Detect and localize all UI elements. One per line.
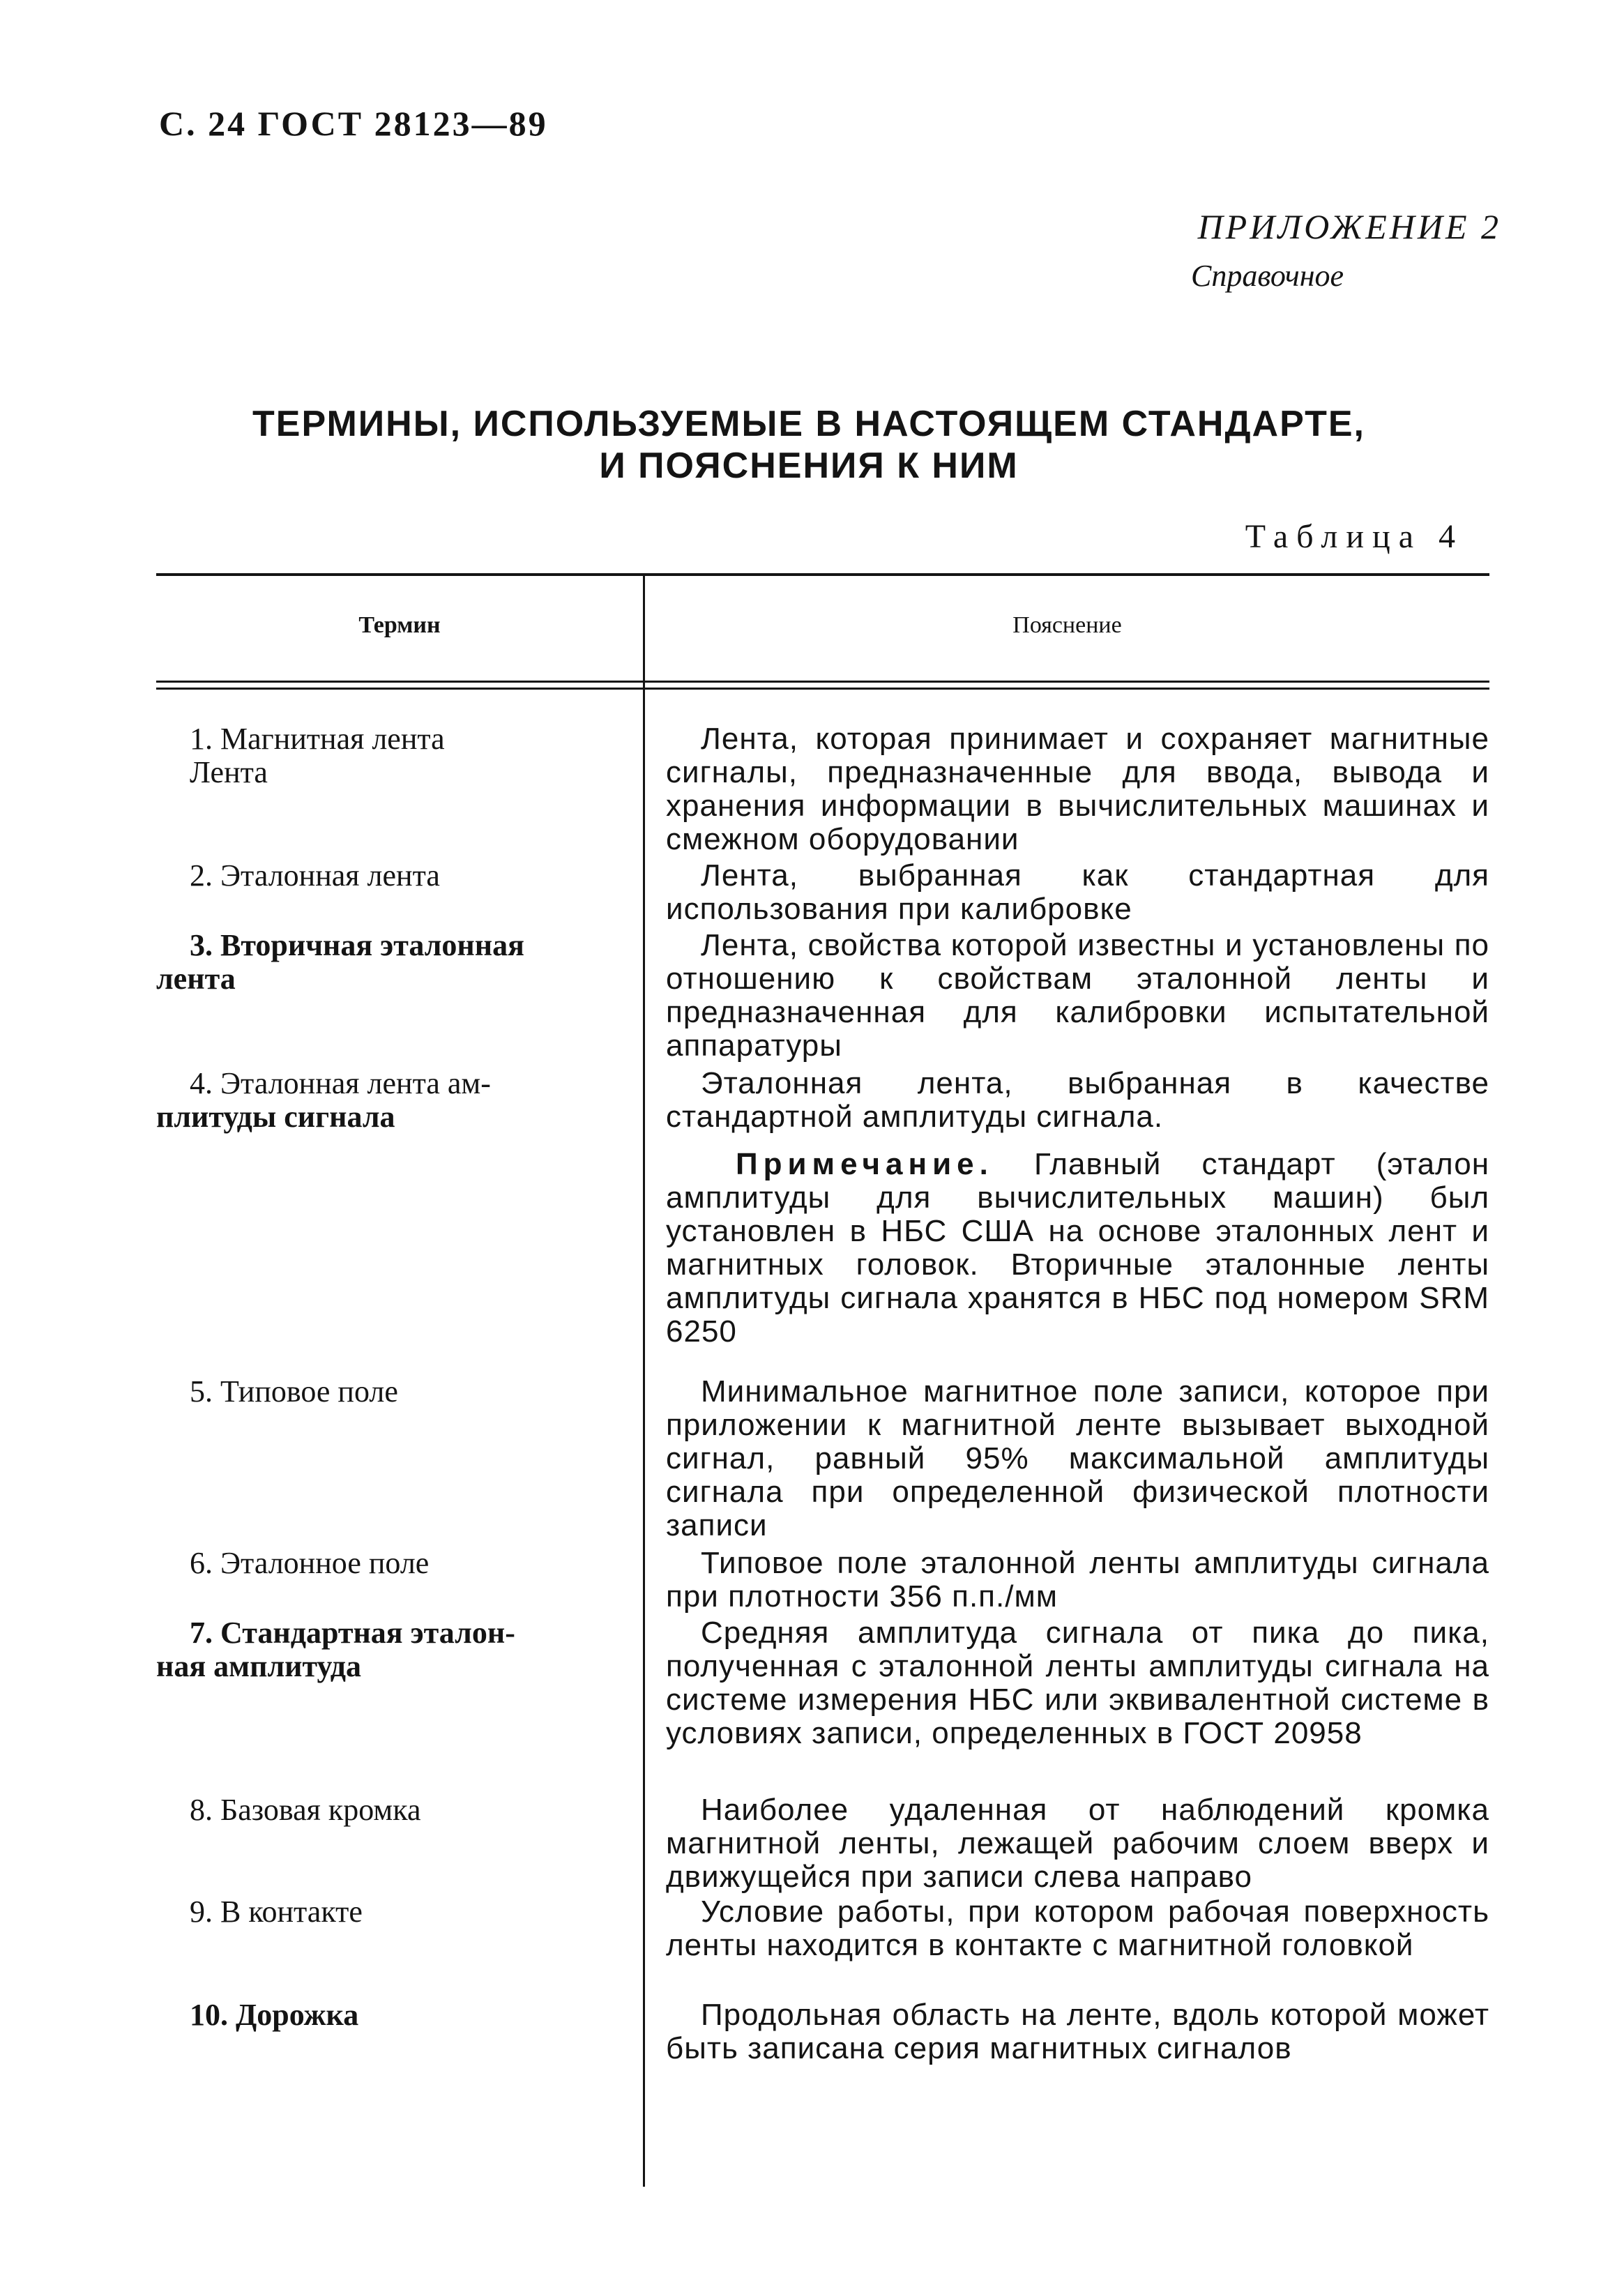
table-row-explanation: Средняя амплитуда сигнала от пика до пика, полученная с эталонной ленты амплитуды сигнала на системе измерения НБС или эквивалентной системе в условиях записи, определенных в ГОСТ 20958 <box>666 1616 1489 1750</box>
table-row-term: 1. Магнитная лента Лента <box>190 722 445 789</box>
table-row-explanation: Лента, которая принимает и сохраняет магнитные сигналы, предназначенные для ввода, вывода и хранения информации в вычислительных машинах и смежном оборудовании <box>666 722 1489 856</box>
table-row-term: 10. Дорожка <box>190 1998 359 2032</box>
table-row-explanation: Условие работы, при котором рабочая поверхность ленты находится в контакте с магнитной головкой <box>666 1895 1489 1962</box>
table-row-term: 7. Стандартная эталон- ная амплитуда <box>156 1616 515 1683</box>
table-row-note: Примечание. Главный стандарт (эталон амплитуды для вычислительных машин) был установлен в НБС США на основе эталонных лент и магнитных головок. Вторичные эталонные ленты амплитуды сигнала хранятся в НБС под номером SRM 6250 <box>666 1147 1489 1349</box>
table-row-term: 2. Эталонная лента <box>190 858 440 893</box>
column-header-term: Термин <box>358 612 441 638</box>
table-row-explanation: Типовое поле эталонной ленты амплитуды сигнала при плотности 356 п.п./мм <box>666 1546 1489 1614</box>
column-header-explanation: Пояснение <box>1012 612 1122 638</box>
table-row-explanation: Лента, свойства которой известны и установлены по отношению к свойствам эталонной ленты и предназначенная для калибровки испытательной аппаратуры <box>666 928 1489 1063</box>
appendix-type: Справочное <box>1191 259 1344 293</box>
title-line-1: ТЕРМИНЫ, ИСПОЛЬЗУЕМЫЕ В НАСТОЯЩЕМ СТАНДАРТЕ, <box>252 404 1365 444</box>
table-top-rule <box>156 573 1489 576</box>
table-row-explanation: Продольная область на ленте, вдоль которой может быть записана серия магнитных сигналов <box>666 1998 1489 2065</box>
title-line-2: И ПОЯСНЕНИЯ К НИМ <box>599 446 1019 486</box>
appendix-number: ПРИЛОЖЕНИЕ 2 <box>1197 207 1501 246</box>
table-row-term: 4. Эталонная лента ам- плитуды сигнала <box>156 1066 491 1134</box>
table-row-explanation: Наиболее удаленная от наблюдений кромка магнитной ленты, лежащей рабочим слоем вверх и движущейся при записи слева направо <box>666 1793 1489 1894</box>
table-row-term: 9. В контакте <box>190 1895 363 1929</box>
table-row-explanation: Лента, выбранная как стандартная для использования при калибровке <box>666 858 1489 926</box>
header-rule-2 <box>156 688 1489 690</box>
page-header-code: С. 24 ГОСТ 28123—89 <box>159 104 548 143</box>
column-divider <box>643 576 645 2187</box>
table-row-term: 8. Базовая кромка <box>190 1793 421 1827</box>
table-row-term: 3. Вторичная эталонная лента <box>156 928 524 996</box>
table-row-term: 6. Эталонное поле <box>190 1546 430 1580</box>
header-rule-1 <box>156 681 1489 683</box>
document-title <box>209 403 1409 487</box>
table-label: Таблица 4 <box>1245 518 1464 555</box>
table-row-explanation: Минимальное магнитное поле записи, которое при приложении к магнитной ленте вызывает выходной сигнал, равный 95% максимальной амплитуды сигнала при определенной физической плотности записи <box>666 1374 1489 1542</box>
table-row-explanation: Эталонная лента, выбранная в качестве стандартной амплитуды сигнала. Примечание. Главный стандарт (эталон амплитуды для вычислительных машин) был установлен в НБС США на основе эталонных лент и магнитных головок. Вторичные эталонные ленты амплитуды сигнала хранятся в НБС под номером SRM 6250 <box>666 1066 1489 1349</box>
table-row-term: 5. Типовое поле <box>190 1374 398 1409</box>
